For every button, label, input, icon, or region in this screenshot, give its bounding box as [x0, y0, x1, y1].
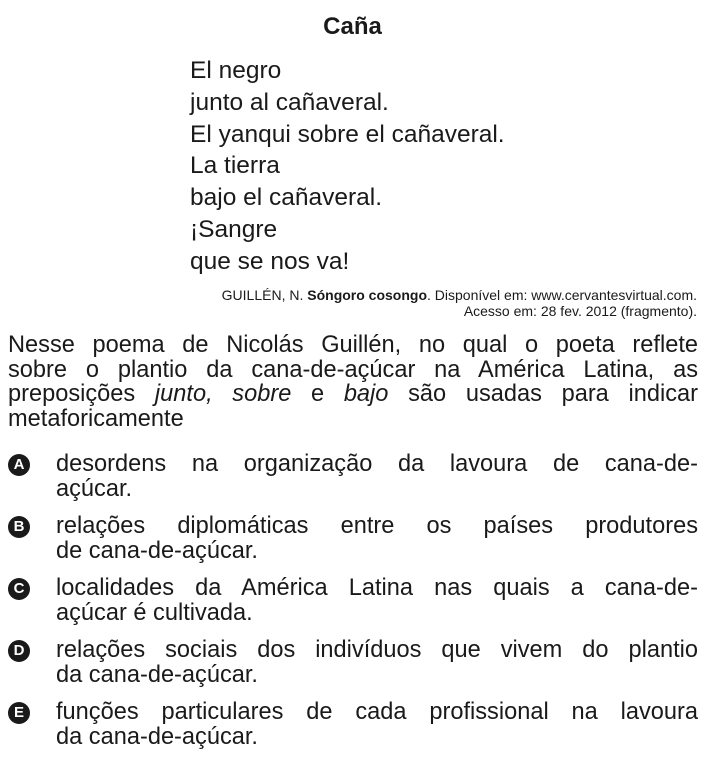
option-letter-badge: E	[8, 702, 30, 724]
question-text: preposições	[8, 381, 155, 407]
poem-body	[190, 55, 505, 278]
question-text: e	[291, 381, 344, 407]
option-text: de cana-de-açúcar.	[56, 538, 258, 564]
poem-line: que se nos va!	[190, 247, 350, 275]
poem-line: El negro	[190, 57, 282, 84]
question-text: são usadas para indicar	[388, 381, 698, 407]
poem-line: junto al cañaveral.	[190, 88, 389, 116]
option-c[interactable]	[8, 576, 698, 626]
option-letter-badge: B	[8, 516, 30, 538]
question-line: Nesse poema de Nicolás Guillén, no qual o poeta reflete	[8, 332, 698, 358]
option-text: açúcar.	[56, 476, 133, 502]
option-letter-badge: C	[8, 578, 30, 600]
option-text: da cana-de-açúcar.	[56, 662, 258, 688]
question-emphasis: junto, sobre	[154, 381, 292, 407]
question-line: sobre o plantio da cana-de-açúcar na América Latina, as	[8, 356, 698, 383]
option-text: relações sociais dos indivíduos que vivem do plantio	[56, 637, 698, 663]
option-text: da cana-de-açúcar.	[56, 724, 258, 750]
option-text: desordens na organização da lavoura de cana-de-	[56, 451, 698, 477]
question-line	[8, 382, 698, 407]
poem-line: bajo el cañaveral.	[190, 184, 383, 212]
question-line: metaforicamente	[8, 405, 184, 432]
option-b[interactable]	[8, 514, 698, 564]
citation-line-2: Acesso em: 28 fev. 2012 (fragmento).	[463, 303, 697, 319]
citation-availability: . Disponível em: www.cervantesvirtual.com.	[427, 287, 697, 303]
option-text: relações diplomáticas entre os países produtores	[56, 513, 698, 539]
citation-author: GUILLÉN, N.	[221, 287, 308, 303]
question-stem	[8, 333, 698, 431]
answer-options	[8, 452, 698, 762]
option-d[interactable]	[8, 638, 698, 688]
poem-line: El yanqui sobre el cañaveral.	[190, 120, 505, 148]
citation-work: Sóngoro cosongo	[307, 287, 428, 303]
option-e[interactable]	[8, 700, 698, 750]
option-text: funções particulares de cada profissional na lavoura	[56, 699, 698, 725]
option-text: localidades da América Latina nas quais a cana-de-	[56, 575, 698, 601]
citation-line-1	[222, 287, 697, 303]
option-letter-badge: A	[8, 454, 30, 476]
option-letter-badge: D	[8, 640, 30, 662]
poem-title: Caña	[323, 13, 382, 40]
option-a[interactable]	[8, 452, 698, 502]
poem-line: ¡Sangre	[190, 215, 278, 243]
source-citation	[222, 287, 697, 319]
poem-line: La tierra	[190, 152, 280, 180]
option-text: açúcar é cultivada.	[56, 600, 253, 626]
question-emphasis: bajo	[343, 381, 389, 407]
